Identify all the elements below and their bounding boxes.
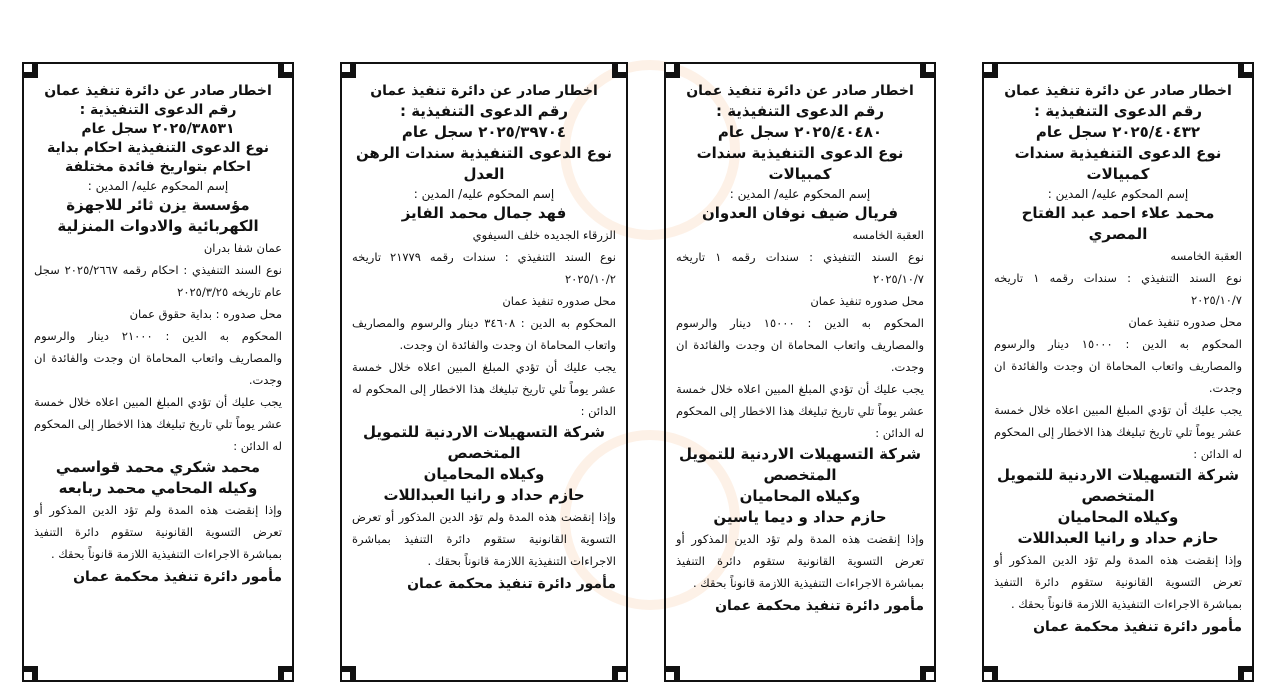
notice-text: يجب عليك أن تؤدي المبلغ المبين اعلاه خلال خمسة عشر يوماً تلي تاريخ تبليغك هذا الاخطار إلى المحكوم له الدائن : xyxy=(994,403,1242,461)
notice-header: اخطار صادر عن دائرة تنفيذ عمان xyxy=(1004,83,1232,99)
case-number: ٢٠٢٥/٤٠٤٣٢ سجل عام xyxy=(1035,123,1201,141)
case-type: نوع الدعوى التنفيذية سندات كمبيالات xyxy=(696,144,904,183)
creditor-name: محمد شكري محمد قواسمي xyxy=(55,458,261,476)
frame-corner xyxy=(278,62,294,78)
debtor-address: الزرقاء الجديده خلف السيفوي xyxy=(472,228,616,242)
frame-corner xyxy=(982,62,998,78)
amount: المحكوم به الدين : ١٥٠٠٠ دينار والرسوم والمصاريف واتعاب المحاماة ان وجدت والفائدة ان وجدت. xyxy=(676,316,924,374)
case-label: رقم الدعوى التنفيذية : xyxy=(79,102,237,118)
frame-corner xyxy=(920,62,936,78)
frame-corner xyxy=(920,666,936,682)
debtor-label: إسم المحكوم عليه/ المدين : xyxy=(413,187,555,201)
issuer: محل صدوره : بداية حقوق عمان xyxy=(129,307,282,321)
case-number: ٢٠٢٥/٣٩٧٠٤ سجل عام xyxy=(401,123,567,141)
frame-corner xyxy=(22,666,38,682)
bond-info: نوع السند التنفيذي : سندات رقمه ١ تاريخه ٢٠٢٥/١٠/٧ xyxy=(676,250,924,286)
notice-header: اخطار صادر عن دائرة تنفيذ عمان xyxy=(686,83,914,99)
debtor-address: عمان شفا بدران xyxy=(203,241,282,255)
case-type: نوع الدعوى التنفيذية احكام بداية احكام بتواريخ فائدة مختلفة xyxy=(47,140,269,175)
amount: المحكوم به الدين : ١٥٠٠٠ دينار والرسوم والمصاريف واتعاب المحاماة ان وجدت والفائدة ان وجدت. xyxy=(994,337,1242,395)
lawyers-names: حازم حداد و رانيا العبداللات xyxy=(1017,529,1219,547)
frame-corner xyxy=(22,62,38,78)
notice-text: يجب عليك أن تؤدي المبلغ المبين اعلاه خلال خمسة عشر يوماً تلي تاريخ تبليغك هذا الاخطار إلى المحكوم له الدائن : xyxy=(34,395,282,453)
debtor-name: فريال ضيف نوفان العدوان xyxy=(701,204,899,222)
notice-text: يجب عليك أن تؤدي المبلغ المبين اعلاه خلال خمسة عشر يوماً تلي تاريخ تبليغك هذا الاخطار إلى المحكوم له الدائن : xyxy=(352,360,616,418)
agent-label: وكيلاه المحاميان xyxy=(739,487,861,505)
notice-footer: مأمور دائرة تنفيذ محكمة عمان xyxy=(73,569,282,585)
agent-label: وكيله المحامي محمد ربابعه xyxy=(58,479,258,497)
case-label: رقم الدعوى التنفيذية : xyxy=(715,102,885,120)
debtor-name: مؤسسة يزن ثائر للاجهزة الكهربائية والادوات المنزلية xyxy=(57,196,259,235)
notice-footer: مأمور دائرة تنفيذ محكمة عمان xyxy=(715,598,924,614)
creditor-name: شركة التسهيلات الاردنية للتمويل المتخصص xyxy=(362,423,606,462)
frame-corner xyxy=(982,666,998,682)
frame-corner xyxy=(278,666,294,682)
warning-text: وإذا إنقضت هذه المدة ولم تؤد الدين المذكور أو تعرض التسوية القانونية ستقوم دائرة التنفيذ بمباشرة الاجراءات التنفيذية اللازمة قانوناً بحقك . xyxy=(676,532,924,590)
debtor-address: العقبة الخامسه xyxy=(852,228,924,242)
notice-2 xyxy=(340,62,628,682)
notice-footer: مأمور دائرة تنفيذ محكمة عمان xyxy=(1033,619,1242,635)
case-number: ٢٠٢٥/٣٨٥٣١ سجل عام xyxy=(81,121,235,137)
amount: المحكوم به الدين : ٢١٠٠٠ دينار والرسوم والمصاريف واتعاب المحاماة ان وجدت والفائدة ان وجدت. xyxy=(34,329,282,387)
frame-corner xyxy=(1238,666,1254,682)
notice-footer: مأمور دائرة تنفيذ محكمة عمان xyxy=(407,576,616,592)
agent-label: وكيلاه المحاميان xyxy=(423,465,545,483)
amount: المحكوم به الدين : ٣٤٦٠٨ دينار والرسوم والمصاريف واتعاب المحاماة ان وجدت والفائدة ان وجدت. xyxy=(352,316,616,352)
case-label: رقم الدعوى التنفيذية : xyxy=(399,102,569,120)
frame-corner xyxy=(612,666,628,682)
creditor-name: شركة التسهيلات الاردنية للتمويل المتخصص xyxy=(678,445,922,484)
notice-3 xyxy=(664,62,936,682)
frame-corner xyxy=(340,666,356,682)
bond-info: نوع السند التنفيذي : سندات رقمه ١ تاريخه ٢٠٢٥/١٠/٧ xyxy=(994,271,1242,307)
debtor-label: إسم المحكوم عليه/ المدين : xyxy=(729,187,871,201)
notice-header: اخطار صادر عن دائرة تنفيذ عمان xyxy=(370,83,598,99)
notice-4 xyxy=(982,62,1254,682)
case-type: نوع الدعوى التنفيذية سندات كمبيالات xyxy=(1014,144,1222,183)
warning-text: وإذا إنقضت هذه المدة ولم تؤد الدين المذكور أو تعرض التسوية القانونية ستقوم دائرة التنفيذ بمباشرة الاجراءات التنفيذية اللازمة قانوناً بحقك . xyxy=(352,510,616,568)
frame-corner xyxy=(612,62,628,78)
case-number: ٢٠٢٥/٤٠٤٨٠ سجل عام xyxy=(717,123,883,141)
case-type: نوع الدعوى التنفيذية سندات الرهن العدل xyxy=(355,144,613,183)
notice-1 xyxy=(22,62,294,682)
warning-text: وإذا إنقضت هذه المدة ولم تؤد الدين المذكور أو تعرض التسوية القانونية ستقوم دائرة التنفيذ بمباشرة الاجراءات التنفيذية اللازمة قانوناً بحقك . xyxy=(34,503,282,561)
bond-info: نوع السند التنفيذي : احكام رقمه ٢٠٢٥/٢٦٦٧ سجل عام تاريخه ٢٠٢٥/٣/٢٥ xyxy=(34,263,282,299)
case-label: رقم الدعوى التنفيذية : xyxy=(1033,102,1203,120)
agent-label: وكيلاه المحاميان xyxy=(1057,508,1179,526)
bond-info: نوع السند التنفيذي : سندات رقمه ٢١٧٧٩ تاريخه ٢٠٢٥/١٠/٢ xyxy=(352,250,616,286)
debtor-label: إسم المحكوم عليه/ المدين : xyxy=(87,179,229,193)
issuer: محل صدوره تنفيذ عمان xyxy=(1128,315,1242,329)
issuer: محل صدوره تنفيذ عمان xyxy=(502,294,616,308)
debtor-label: إسم المحكوم عليه/ المدين : xyxy=(1047,187,1189,201)
lawyers-names: حازم حداد و ديما ياسين xyxy=(713,508,887,526)
frame-corner xyxy=(664,62,680,78)
notice-header: اخطار صادر عن دائرة تنفيذ عمان xyxy=(44,83,272,99)
debtor-name: محمد علاء احمد عبد الفتاح المصري xyxy=(1021,204,1215,243)
frame-corner xyxy=(664,666,680,682)
lawyers-names: حازم حداد و رانيا العبداللات xyxy=(383,486,585,504)
warning-text: وإذا إنقضت هذه المدة ولم تؤد الدين المذكور أو تعرض التسوية القانونية ستقوم دائرة التنفيذ بمباشرة الاجراءات التنفيذية اللازمة قانوناً بحقك . xyxy=(994,553,1242,611)
frame-corner xyxy=(340,62,356,78)
frame-corner xyxy=(1238,62,1254,78)
notice-text: يجب عليك أن تؤدي المبلغ المبين اعلاه خلال خمسة عشر يوماً تلي تاريخ تبليغك هذا الاخطار إلى المحكوم له الدائن : xyxy=(676,382,924,440)
debtor-name: فهد جمال محمد الفايز xyxy=(401,204,567,222)
issuer: محل صدوره تنفيذ عمان xyxy=(810,294,924,308)
debtor-address: العقبة الخامسه xyxy=(1170,249,1242,263)
creditor-name: شركة التسهيلات الاردنية للتمويل المتخصص xyxy=(996,466,1240,505)
